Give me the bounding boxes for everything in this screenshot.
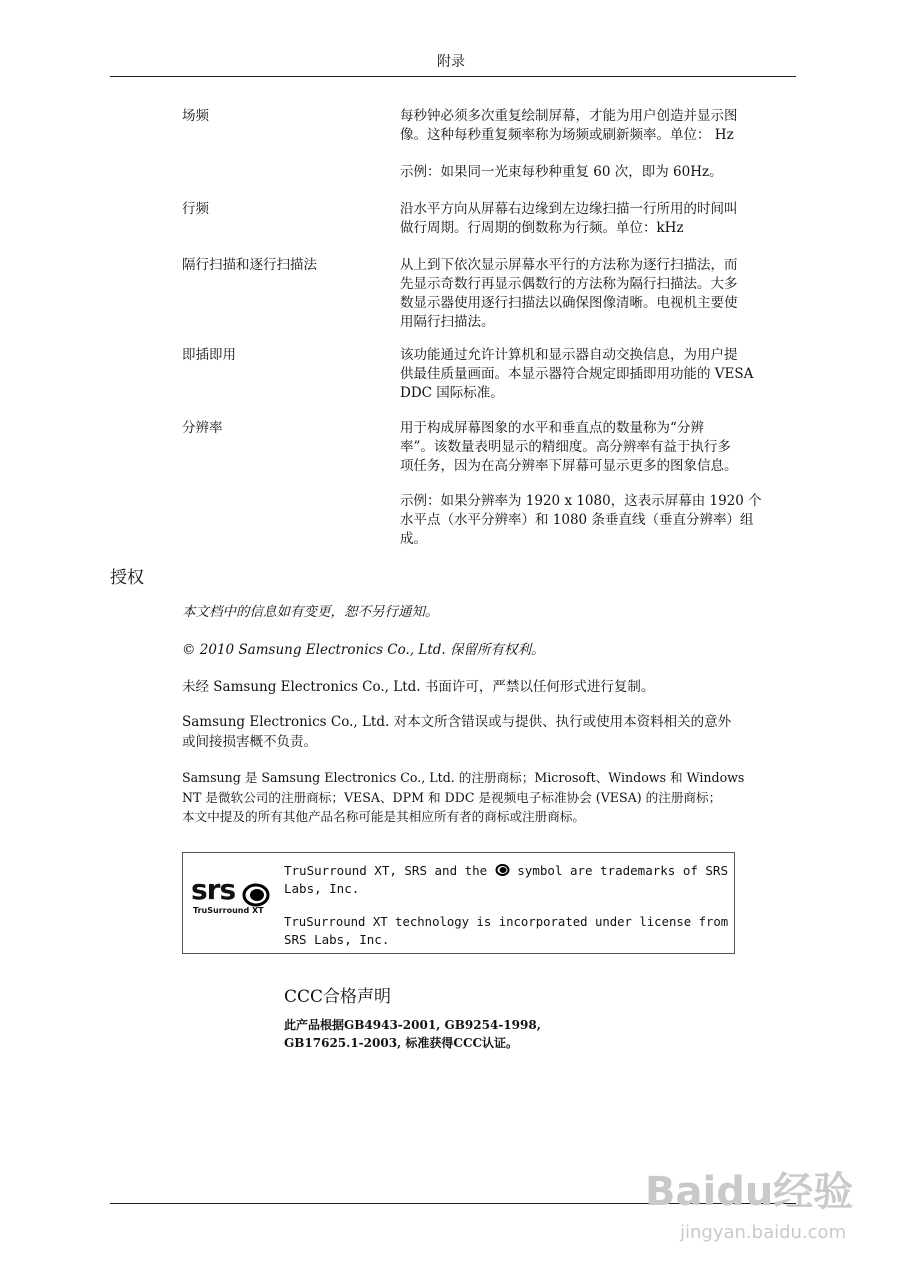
srs-logo — [191, 873, 271, 919]
definition-line: 项任务，因为在高分辨率下屏幕可显示更多的图象信息。 — [400, 458, 738, 474]
srs-circle-icon — [241, 883, 271, 907]
term: 即插即用 — [182, 347, 236, 363]
definition-line: 用隔行扫描法。 — [400, 314, 495, 330]
copyright-text: © 2010 Samsung Electronics Co., Ltd. 保留所有权利。 — [182, 642, 545, 658]
reproduction-text: 未经 Samsung Electronics Co., Ltd. 书面许可，严禁以任何形式进行复制。 — [182, 679, 655, 695]
example-line: 示例：如果同一光束每秒种重复 60 次，即为 60Hz。 — [400, 164, 723, 180]
srs-text-line: TruSurround XT technology is incorporated under license from — [284, 915, 729, 929]
srs-symbol-icon — [495, 864, 510, 876]
definition-line: 供最佳质量画面。本显示器符合规定即插即用功能的 VESA — [400, 366, 754, 382]
definition-line: DDC 国际标准。 — [400, 385, 504, 401]
ccc-line: GB17625.1-2003, 标准获得CCC认证。 — [284, 1036, 519, 1050]
srs-text-line: Labs, Inc. — [284, 881, 360, 896]
srs-text-part: symbol are trademarks of SRS — [517, 863, 728, 878]
ccc-line: 此产品根据GB4943-2001, GB9254-1998, — [284, 1018, 541, 1032]
liability-line: 或间接损害概不负责。 — [182, 734, 317, 750]
watermark-brand: Baidu经验 — [645, 1169, 854, 1215]
definition-line: 先显示奇数行再显示偶数行的方法称为隔行扫描法。大多 — [400, 276, 738, 292]
trademark-line: Samsung 是 Samsung Electronics Co., Ltd. 的注册商标；Microsoft、Windows 和 Windows — [182, 770, 745, 785]
definition-line: 沿水平方向从屏幕右边缘到左边缘扫描一行所用的时间叫 — [400, 201, 738, 217]
section-heading: 授权 — [110, 568, 144, 588]
definition-line: 数显示器使用逐行扫描法以确保图像清晰。电视机主要使 — [400, 295, 738, 311]
srs-text-part: TruSurround XT, SRS and the — [284, 863, 488, 878]
trademark-line: NT 是微软公司的注册商标；VESA、DPM 和 DDC 是视频电子标准协会 (VESA) 的注册商标； — [182, 790, 722, 805]
term: 行频 — [182, 201, 209, 217]
term: 分辨率 — [182, 420, 223, 436]
definition-line: 该功能通过允许计算机和显示器自动交换信息，为用户提 — [400, 347, 738, 363]
notice-text: 本文档中的信息如有变更，恕不另行通知。 — [182, 604, 439, 620]
definition-line: 从上到下依次显示屏幕水平行的方法称为逐行扫描法，而 — [400, 257, 738, 273]
example-line: 示例：如果分辨率为 1920 x 1080，这表示屏幕由 1920 个 — [400, 493, 762, 509]
srs-trademark-box — [182, 852, 735, 954]
trademark-line: 本文中提及的所有其他产品名称可能是其相应所有者的商标或注册商标。 — [182, 809, 585, 824]
example-line: 成。 — [400, 531, 427, 547]
liability-line: Samsung Electronics Co., Ltd. 对本文所含错误或与提供、执行或使用本资料相关的意外 — [182, 714, 732, 730]
srs-logo-subtitle: TruSurround XT — [193, 906, 264, 915]
srs-text-line — [284, 862, 728, 880]
ccc-title: CCC合格声明 — [284, 987, 392, 1007]
srs-logo-text: srs — [191, 873, 236, 906]
definition-line: 率”。该数量表明显示的精细度。高分辨率有益于执行多 — [400, 439, 731, 455]
definition-line: 用于构成屏幕图象的水平和垂直点的数量称为“分辨 — [400, 420, 704, 436]
watermark-url: jingyan.baidu.com — [680, 1222, 847, 1243]
header-rule — [110, 76, 796, 77]
page-header: 附录 — [437, 54, 465, 70]
term: 隔行扫描和逐行扫描法 — [182, 257, 317, 273]
example-line: 水平点（水平分辨率）和 1080 条垂直线（垂直分辨率）组 — [400, 512, 754, 528]
definition-line: 像。这种每秒重复频率称为场频或刷新频率。单位： Hz — [400, 127, 734, 143]
definition-line: 每秒钟必须多次重复绘制屏幕，才能为用户创造并显示图 — [400, 108, 738, 124]
definition-line: 做行周期。行周期的倒数称为行频。单位：kHz — [400, 220, 684, 236]
term: 场频 — [182, 108, 209, 124]
srs-text-line: SRS Labs, Inc. — [284, 932, 390, 947]
